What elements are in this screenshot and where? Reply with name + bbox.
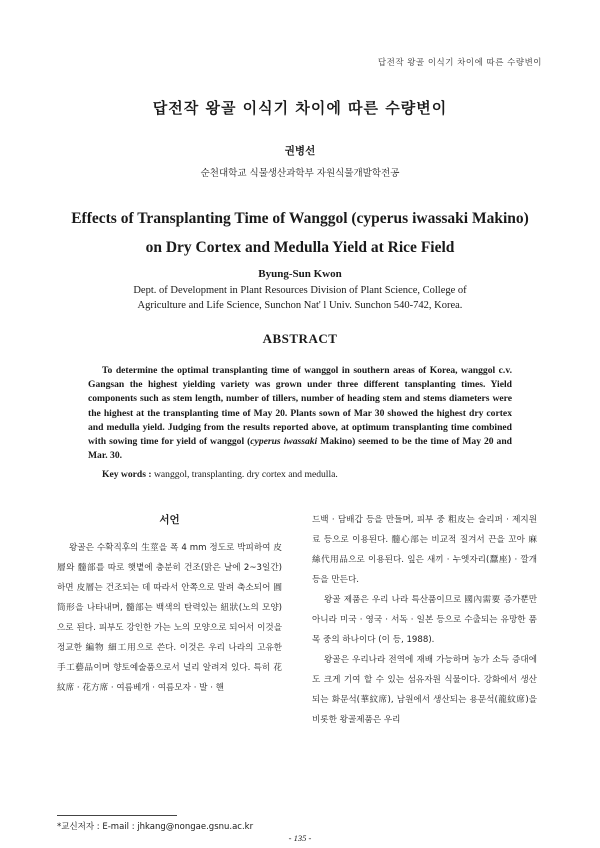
body-column-left <box>57 510 282 698</box>
body-paragraph: 왕골은 수확직후의 生莖을 폭 4 mm 정도로 박피하여 皮層와 髓部를 따로 햇볕에 충분히 건조(맑은 날에 2~3일간)하면 皮層는 건조되는 데 따라서 안쪽으로 말려 축소되어 圓筒形을 나타내며, 髓部는 백색의 탄력있는 紐狀(노의 모양)으로 된다. 피부도 강인한 가는 노의 모양으로 되어서 이것을 정교한 編物 細工用으로 쓴다. 이것은 우리 나라의 고유한 手工藝品이며 향토예술품으로서 널리 알려져 있다. 특히 花紋席 · 花方席 · 여름베개 · 여름모자 · 발 · 핸 <box>57 543 282 693</box>
title-korean: 답전작 왕골 이식기 차이에 따른 수량변이 <box>152 99 448 117</box>
page-number: - 135 - <box>288 833 312 843</box>
affiliation-korean: 순천대학교 식물생산과학부 자원식물개발학전공 <box>200 168 400 179</box>
affiliation-english <box>70 283 530 313</box>
affiliation-english-line1: Dept. of Development in Plant Resources Division of Plant Science, College of <box>133 285 467 296</box>
body-paragraph: 왕골은 우리나라 전역에 재배 가능하며 농가 소득 증대에도 크게 기여 할 수 있는 섬유자원 식물이다. 강화에서 생산되는 화문석(華紋席), 남원에서 생산되는 용문석(龍紋席)을 비롯한 왕골제품은 우리 <box>312 655 537 725</box>
affiliation-english-line2: Agriculture and Life Science, Sunchon Nat' l Univ. Sunchon 540-742, Korea. <box>137 300 463 311</box>
title-english-line2: on Dry Cortex and Medulla Yield at Rice Field <box>145 239 455 256</box>
footnote-divider <box>57 815 177 816</box>
running-head: 답전작 왕골 이식기 차이에 따른 수량변이 <box>377 58 542 68</box>
author-korean: 권병선 <box>284 145 316 157</box>
footnote: *교신저자 : E-mail : jhkang@nongae.gsnu.ac.kr <box>57 822 254 832</box>
author-english: Byung-Sun Kwon <box>258 268 342 280</box>
body-paragraph: 드백 · 담배갑 등을 만들며, 피부 중 粗皮는 슬리퍼 · 제지원료 등으로 이용된다. 髓心部는 비교적 질겨서 끈을 꼬아 麻絲代用品으로 이용된다. 잎은 새끼 · 누엣자리(蠶座) · 깔개 등을 만든다. <box>312 515 537 585</box>
title-english <box>40 204 560 262</box>
abstract-text-part1: To determine the optimal transplanting time of wanggol in southern areas of Korea, wanggol c.v. Gangsan the highest yielding variety was grown under three different tansplanting times. Yield components such as stem length, number of tillers, number of heading stem and stems diameters were the highest at the transplanting time of May 20. Plants sown of Mar 30 showed the highest dry cortex and medulla yield. Judging from the results reported above, at optimum transplanting time combined with sowing time for yield of wanggol ( <box>88 365 512 448</box>
keywords-text: wanggol, transplanting. dry cortex and medulla. <box>151 469 338 480</box>
keywords-label: Key words : <box>102 469 152 480</box>
abstract-body <box>88 364 512 463</box>
title-english-line1: Effects of Transplanting Time of Wanggol (cyperus iwassaki Makino) <box>71 210 529 227</box>
abstract-heading: ABSTRACT <box>262 331 338 346</box>
abstract-text-part2: Makino) seemed to be the time of May 20 and Mar. 30. <box>88 436 512 462</box>
intro-heading: 서언 <box>159 514 180 526</box>
keywords <box>102 469 512 480</box>
body-paragraph: 왕골 제품은 우리 나라 특산품이므로 國內需要 증가뿐만 아니라 미국 · 영국 · 서독 · 일본 등으로 수출되는 유망한 품목 중의 하나이다 (이 등, 1988). <box>312 595 537 645</box>
body-column-right <box>312 510 537 730</box>
abstract-species-name: cyperus iwassaki <box>250 436 318 448</box>
